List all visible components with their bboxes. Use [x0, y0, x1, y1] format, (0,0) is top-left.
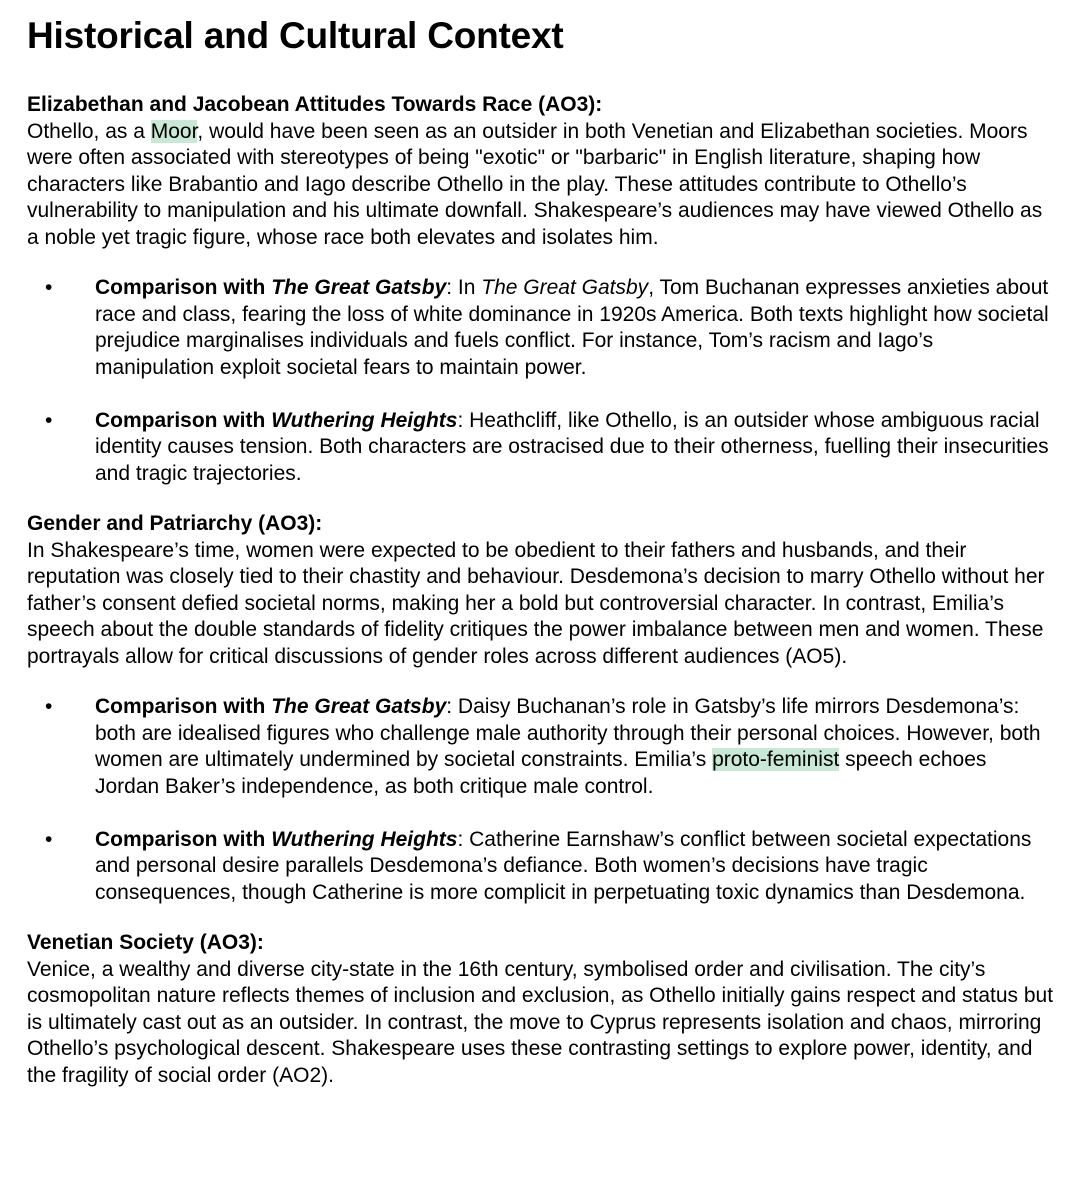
list-item: [27, 408, 1054, 488]
comparison-text: , Tom Buchanan expresses anxieties about race and class, fearing the loss of white dominance in 1920s America. Both texts highlight how societal prejudice marginalises individuals and fuels conflict. For instance, Tom’s racism and Iago’s manipulation exploit societal fears to maintain power.: [95, 276, 1049, 379]
comparison-text: : Heathcliff, like Othello, is an outsider whose ambiguous racial identity causes tension. Both characters are ostracised due to their otherness, fuelling their insecurities and tragic trajectories.: [95, 408, 1049, 485]
section-heading: Venetian Society (AO3):: [27, 931, 264, 954]
page-title: Historical and Cultural Context: [27, 15, 564, 56]
comparison-text: : In: [446, 276, 482, 299]
section-paragraph: In Shakespeare’s time, women were expected to be obedient to their fathers and husbands, and their reputation was closely tied to their chastity and behaviour. Desdemona’s decision to marry Othello without her father’s consent defied societal norms, making her a bold but controversial character. In contrast, Emilia’s speech about the double standards of fidelity critiques the power imbalance between men and women. These portrayals allow for critical discussions of gender roles across different audiences (AO5).: [27, 538, 1045, 668]
highlighted-term: proto-feminist: [712, 748, 840, 771]
section-paragraph: Venice, a wealthy and diverse city-state in the 16th century, symbolised order and civilisation. The city’s cosmopolitan nature reflects themes of inclusion and exclusion, as Othello initially gains respect and status but is ultimately cast out as an outsider. In contrast, the move to Cyprus represents isolation and chaos, mirroring Othello’s psychological descent. Shakespeare uses these contrasting settings to explore power, identity, and the fragility of social order (AO2).: [27, 957, 1054, 1087]
paragraph-text: , would have been seen as an outsider in both Venetian and Elizabethan societies. Moors were often associated with stereotypes of being "exotic" or "barbaric" in English literature, shaping how characters like Brabantio and Iago describe Othello in the play. These attitudes contribute to Othello’s vulnerability to manipulation and his ultimate downfall. Shakespeare’s audiences may have viewed Othello as a noble yet tragic figure, whose race both elevates and isolates him.: [27, 119, 1043, 249]
section-heading: Gender and Patriarchy (AO3):: [27, 512, 323, 535]
bullet-icon: •: [45, 276, 53, 299]
comparison-lead: Comparison with Wuthering Heights: [95, 827, 458, 851]
bullet-icon: •: [45, 827, 53, 851]
bullet-icon: •: [45, 695, 53, 718]
list-item: [27, 827, 1054, 907]
comparison-lead: Comparison with The Great Gatsby: [95, 276, 447, 299]
bullet-icon: •: [45, 408, 53, 432]
section-race: [27, 92, 1054, 487]
comparison-text: speech echoes Jordan Baker’s independence, as both critique male control.: [95, 748, 987, 798]
paragraph-text: Othello, as a: [27, 119, 151, 143]
comparison-text: : Catherine Earnshaw’s conflict between societal expectations and personal desire parallels Desdemona’s defiance. Both women’s decisions have tragic consequences, though Catherine is more complicit in perpetuating toxic dynamics than Desdemona.: [95, 827, 1032, 904]
list-item: [27, 694, 1054, 800]
section-venice: [27, 930, 1054, 1089]
highlighted-term: Moor: [150, 119, 198, 143]
section-heading: Elizabethan and Jacobean Attitudes Towards Race (AO3):: [27, 93, 603, 116]
comparison-lead: Comparison with The Great Gatsby: [95, 695, 447, 718]
comparison-list: [27, 694, 1054, 906]
comparison-list: [27, 275, 1054, 487]
work-title: The Great Gatsby: [481, 276, 649, 299]
section-gender: [27, 511, 1054, 906]
comparison-lead: Comparison with Wuthering Heights: [95, 408, 458, 432]
comparison-text: : Daisy Buchanan’s role in Gatsby’s life mirrors Desdemona’s: both are idealised figures who challenge male authority through their personal choices. However, both women are ultimately undermined by societal constraints. Emilia’s: [95, 695, 1041, 771]
list-item: [27, 275, 1054, 381]
section-paragraph: [27, 119, 1054, 252]
